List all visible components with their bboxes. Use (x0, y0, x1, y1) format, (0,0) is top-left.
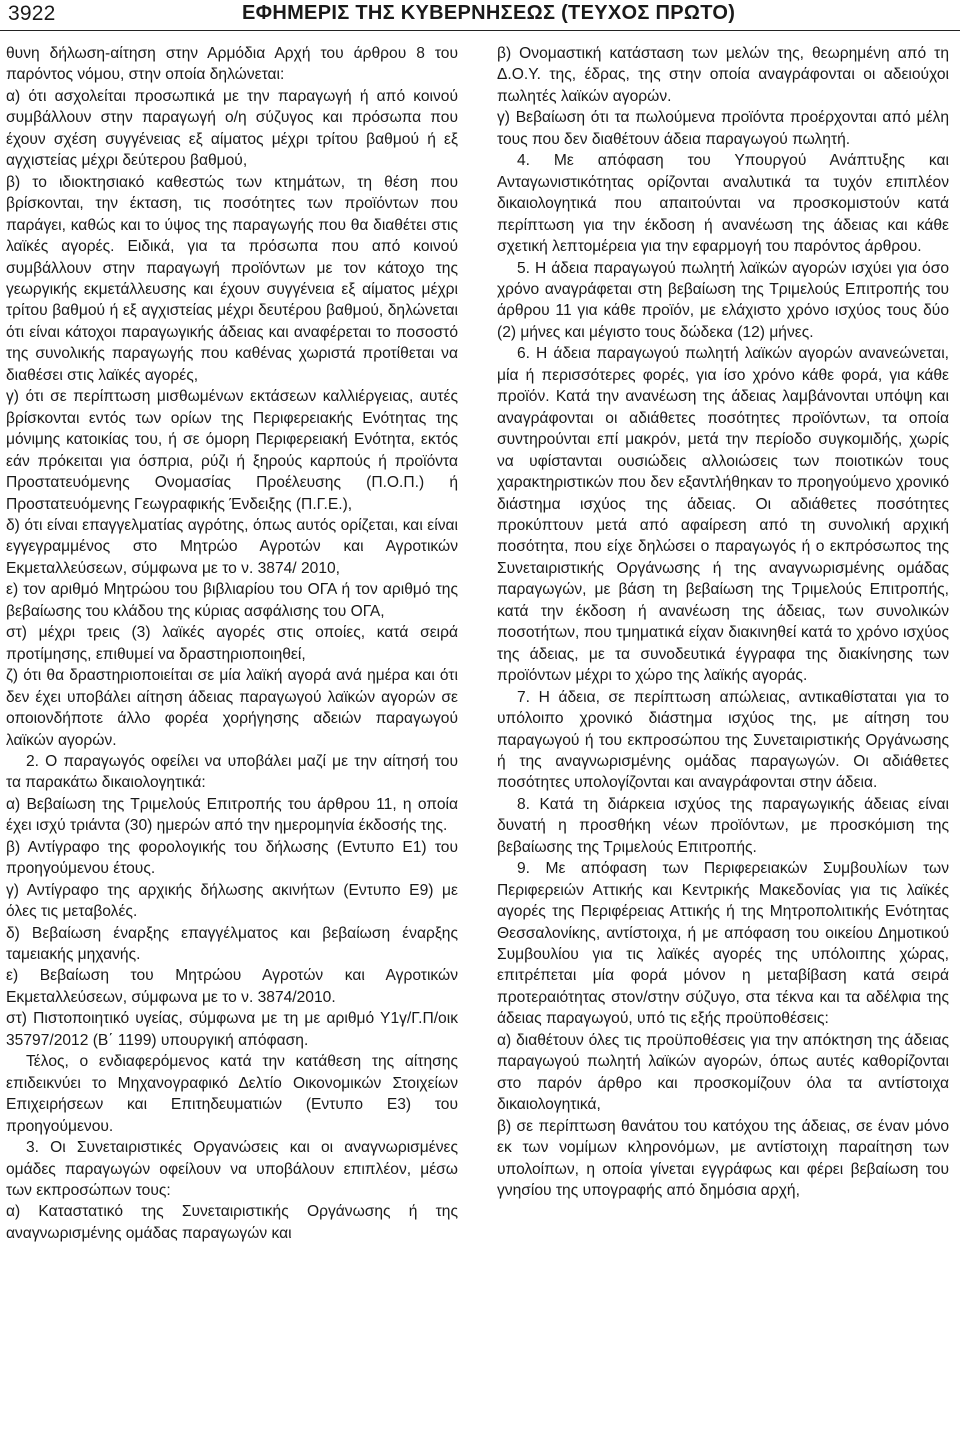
paragraph: β) Ονομαστική κατάσταση των μελών της, θεωρημένη από τη Δ.Ο.Υ. της, έδρας, της στην οποία αναγράφονται οι αδειούχοι πωλητές λαϊκών αγορών. (497, 45, 949, 105)
paragraph: α) διαθέτουν όλες τις προϋποθέσεις για την απόκτηση της άδειας παραγωγού πωλητή λαϊκών αγορών, όπως αυτές καθορίζονται στο παρόν άρθρο και προσκομίζουν όλα τα αντίστοιχα δικαιολογητικά, (497, 1031, 949, 1114)
paragraph: 8. Κατά τη διάρκεια ισχύος της παραγωγικής άδειας είναι δυνατή η προσθήκη νέων προϊόντων, με προσκόμιση της βεβαίωσης της Τριμελούς Επιτροπής. (497, 795, 949, 856)
paragraph: στ) Πιστοποιητικό υγείας, σύμφωνα με τη με αριθμό Υ1γ/Γ.Π/οικ 35797/2012 (Β΄ 1199) υπουργική απόφαση. (6, 1010, 458, 1049)
paragraph: ε) Βεβαίωση του Μητρώου Αγροτών και Αγροτικών Εκμεταλλεύσεων, σύμφωνα με το ν. 3874/2010. (6, 967, 458, 1006)
paragraph: ε) τον αριθμό Μητρώου του βιβλιαρίου του ΟΓΑ ή τον αριθμό της βεβαίωσης του κλάδου της κύριας ασφάλισης του ΟΓΑ, (6, 581, 458, 620)
paragraph: 2. Ο παραγωγός οφείλει να υποβάλει μαζί με την αίτησή του τα παρακάτω δικαιολογητικά: (6, 752, 458, 792)
paragraph: δ) ότι είναι επαγγελματίας αγρότης, όπως αυτός ορίζεται, και είναι εγγεγραμμένος στο Μητρώο Αγροτών και Αγροτικών Εκμεταλλεύσεων, σύμφωνα με το ν. 3874/ 2010, (6, 516, 458, 577)
paragraph: γ) ότι σε περίπτωση μισθωμένων εκτάσεων καλλιέργειας, αυτές βρίσκονται εντός των ορίων της Περιφερειακής Ενότητας της μόνιμης κατοικίας του, ή σε όμορη Περιφερειακή Ενότητα, εκτός εάν πρόκειται για όσπρια, ρύζι ή ξηρούς καρπούς ή προϊόντα Προστατευόμενης Ονομασίας Προέλευσης (Π.Ο.Π.) ή Προστατευόμενης Γεωγραφικής Ένδειξης (Π.Γ.Ε.), (6, 388, 458, 513)
paragraph: 4. Με απόφαση του Υπουργού Ανάπτυξης και Ανταγωνιστικότητας ορίζονται αναλυτικά τα τυχόν επιπλέον δικαιολογητικά που απαιτούνται να προσκομιστούν κατά περίπτωση για την έκδοση ή ανανέωση της άδειας και κάθε σχετική λεπτομέρεια για την εφαρμογή του παρόντος άρθρου. (497, 152, 949, 256)
left-column (6, 43, 458, 1244)
right-column (497, 43, 949, 1201)
paragraph: θυνη δήλωση-αίτηση στην Αρμόδια Αρχή του άρθρου 8 του παρόντος νόμου, στην οποία δηλώνεται: (6, 45, 458, 84)
paragraph: β) σε περίπτωση θανάτου του κατόχου της άδειας, σε έναν μόνο εκ των νομίμων κληρονόμων, με αντίστοιχη παραίτηση των υπολοίπων, η οποία γίνεται εγγράφως και φέρει βεβαίωση του γνησίου της υπογραφής από δημόσια αρχή, (497, 1117, 949, 1200)
page-number: 3922 (8, 2, 56, 25)
paragraph: ζ) ότι θα δραστηριοποιείται σε μία λαϊκή αγορά ανά ημέρα και ότι δεν έχει υποβάλει αίτηση άδειας παραγωγού λαϊκών αγορών σε οποιονδήποτε άλλο φορέα χορήγησης αδειών παραγωγού λαϊκών αγορών. (6, 667, 458, 749)
paragraph: 9. Με απόφαση των Περιφερειακών Συμβουλίων των Περιφερειών Αττικής και Κεντρικής Μακεδονίας για τις λαϊκές αγορές της Περιφέρειας Αττικής ή της Μητροπολιτικής Ενότητας Θεσσαλονίκης, αντίστοιχα, ή με απόφαση του οικείου Δημοτικού Συμβουλίου για τις λαϊκές αγορές της υπόλοιπης χώρας, επιτρέπεται μία φορά μόνον η μεταβίβαση κατά σειρά προτεραιότητας στον/στην σύζυγο, στα τέκνα και τα αδέλφια της άδειας παραγωγού, υπό τις εξής προϋποθέσεις: (497, 860, 949, 1028)
paragraph: στ) μέχρι τρεις (3) λαϊκές αγορές στις οποίες, κατά σειρά προτίμησης, επιθυμεί να δραστηριοποιηθεί, (6, 624, 458, 663)
gazette-title: ΕΦΗΜΕΡΙΣ ΤΗΣ ΚΥΒΕΡΝΗΣΕΩΣ (ΤΕΥΧΟΣ ΠΡΩΤΟ) (242, 2, 736, 24)
page-header (0, 0, 960, 40)
paragraph: γ) Αντίγραφο της αρχικής δήλωσης ακινήτων (Εντυπο Ε9) με όλες τις μεταβολές. (6, 881, 458, 921)
paragraph: 3. Οι Συνεταιριστικές Οργανώσεις και οι αναγνωρισμένες ομάδες παραγωγών οφείλουν να υποβάλουν επιπλέον, μέσω των εκπροσώπων τους: (6, 1139, 458, 1200)
paragraph: α) ότι ασχολείται προσωπικά με την παραγωγή ή από κοινού συμβάλλουν στην παραγωγή ο/η σύζυγος και πρόσωπα που έχουν σχέση συγγένειας εξ αίματος μέχρι τρίτου βαθμού ή εξ αγχιστείας μέχρι δεύτερου βαθμού, (6, 87, 458, 170)
paragraph: 6. Η άδεια παραγωγού πωλητή λαϊκών αγορών ανανεώνεται, μία ή περισσότερες φορές, για ίσο χρόνο κάθε φορά, για κάθε προϊόν. Κατά την ανανέωση της άδειας λαμβάνονται υπόψη και αναγράφονται οι αδιάθετες ποσότητες προϊόντων, τα οποία συντηρούνται επί μακρόν, μετά την περίοδο συγκομιδής, χωρίς να υφίστανται ουσιώδεις αλλοιώσεις των ποιοτικών τους χαρακτηριστικών που δεν εξαντλήθηκαν το προηγούμενο χρονικό διάστημα ισχύος της άδειας. Οι αδιάθετες ποσότητες προκύπτουν μετά από αφαίρεση από τη συνολική αρχική ποσότητα, που είχε δηλώσει ο παραγωγός ή ο εκπρόσωπος της Συνεταιριστικής Οργάνωσης ή της αναγνωρισμένης ομάδας παραγωγών, με βάση τη βεβαίωση της Τριμελούς Επιτροπής, κατά την έκδοση ή ανανέωση της άδειας, των συνολικών ποσοτήτων, που τμηματικά είχαν διακινηθεί κατά το χρόνο ισχύος της άδειας, με τα συνοδευτικά έγγραφα της διακίνησης των προϊόντων μέχρι το χώρο της λαϊκής αγοράς. (497, 345, 949, 685)
paragraph: α) Βεβαίωση της Τριμελούς Επιτροπής του άρθρου 11, η οποία έχει ισχύ τριάντα (30) ημερών από την ημερομηνία έκδοσής της. (6, 795, 458, 835)
paragraph: α) Καταστατικό της Συνεταιριστικής Οργάνωσης ή της αναγνωρισμένης ομάδας παραγωγών και (6, 1203, 458, 1242)
paragraph: β) Αντίγραφο της φορολογικής του δήλωσης (Εντυπο Ε1) του προηγούμενου έτους. (6, 838, 458, 878)
paragraph: Τέλος, ο ενδιαφερόμενος κατά την κατάθεση της αίτησης επιδεικνύει το Μηχανογραφικό Δελτίο Οικονομικών Στοιχείων Επιχειρήσεων και Επιτηδευματιών (Εντυπο Ε3) του προηγούμενου. (6, 1053, 458, 1135)
paragraph: 5. Η άδεια παραγωγού πωλητή λαϊκών αγορών ισχύει για όσο χρόνο αναγράφεται στη βεβαίωση της Τριμελούς Επιτροπής του άρθρου 11 για κάθε προϊόν, με ελάχιστο χρόνο ισχύος τους δύο (2) μήνες και μέγιστο τους δώδεκα (12) μήνες. (497, 259, 949, 341)
paragraph: δ) Βεβαίωση έναρξης επαγγέλματος και βεβαίωση έναρξης ταμειακής μηχανής. (6, 924, 458, 964)
header-rule (0, 30, 960, 31)
paragraph: β) το ιδιοκτησιακό καθεστώς των κτημάτων, τη θέση που βρίσκονται, την έκταση, τις ποσότητες των προϊόντων που παράγει, καθώς και το ύψος της παραγωγής που θα διαθέτει στις λαϊκές αγορές. Ειδικά, για τα πρόσωπα που από κοινού συμβάλλουν στην παραγωγή προϊόντων με τον κάτοχο της γεωργικής εκμετάλλευσης και έχουν συγγένεια εξ αίματος μέχρι τρίτου βαθμού ή εξ αγχιστείας μέχρι δευτέρου βαθμού, δηλώνεται ότι είναι κάτοχοι παραγωγικής άδειας και αναφέρεται το ποσοστό της συνολικής παραγωγής που καθένας χωριστά προτίθεται να διαθέσει στις λαϊκές αγορές, (6, 173, 458, 384)
paragraph: γ) Βεβαίωση ότι τα πωλούμενα προϊόντα προέρχονται από μέλη τους που δεν διαθέτουν άδεια παραγωγού πωλητή. (497, 109, 949, 148)
paragraph: 7. Η άδεια, σε περίπτωση απώλειας, αντικαθίσταται για το υπόλοιπο χρονικό διάστημα ισχύος της, με αίτηση του παραγωγού ή του εκπροσώπου της Συνεταιριστικής Οργάνωσης ή της αναγνωρισμένης ομάδας παραγωγών. Οι αδιάθετες ποσότητες υπολογίζονται και αναγράφονται στην άδεια. (497, 688, 949, 792)
